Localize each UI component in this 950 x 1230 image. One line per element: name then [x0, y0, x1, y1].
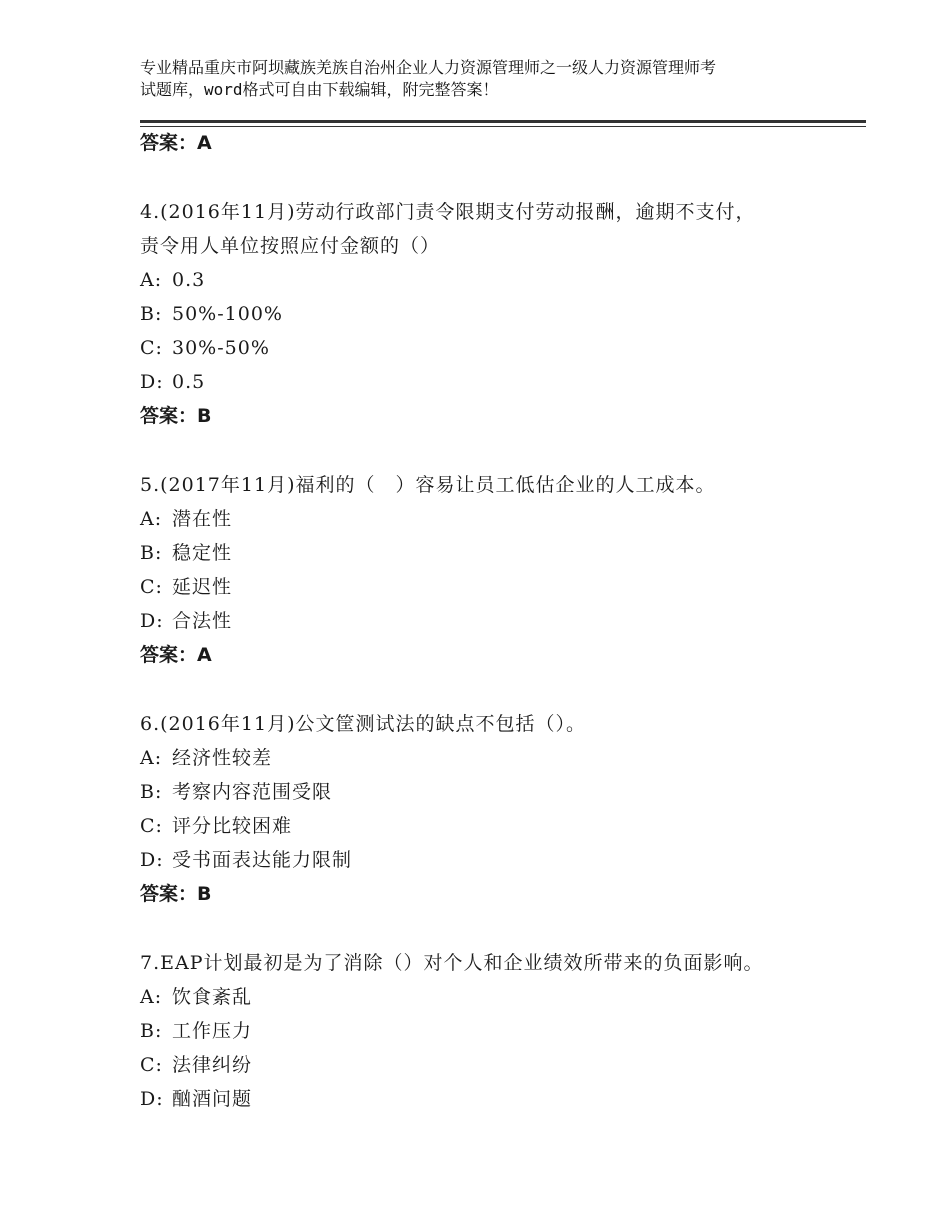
question-6-option-c: [140, 814, 292, 838]
option-text: 饮食紊乱: [172, 986, 253, 1008]
option-text: 经济性较差: [172, 747, 273, 769]
question-6-option-b: [140, 780, 332, 804]
question-6-option-d: [140, 848, 352, 872]
option-text: 稳定性: [172, 542, 233, 564]
option-key: D:: [140, 849, 164, 871]
option-key: B:: [140, 781, 163, 803]
header-rule-thin: [140, 126, 866, 127]
question-6-option-a: [140, 746, 272, 770]
option-key: B:: [140, 303, 163, 325]
question-6-stem: 6.(2016年11月)公文筐测试法的缺点不包括（）。: [140, 713, 586, 735]
option-text: 50%-100%: [172, 303, 283, 325]
answer-prev: 答案：A: [140, 132, 212, 154]
question-5-option-b: [140, 541, 232, 565]
option-text: 合法性: [172, 610, 233, 632]
option-text: 法律纠纷: [172, 1054, 253, 1076]
question-4-stem-line-2: 责令用人单位按照应付金额的（）: [140, 235, 441, 257]
question-5-option-d: [140, 609, 232, 633]
option-key: A:: [140, 508, 163, 530]
option-text: 潜在性: [172, 508, 233, 530]
question-7-option-d: [140, 1087, 252, 1111]
header-title-line-2: 试题库，word格式可自由下载编辑，附完整答案！: [140, 80, 499, 99]
answer-5: 答案：A: [140, 644, 212, 666]
option-text: 30%-50%: [172, 337, 270, 359]
option-key: C:: [140, 815, 163, 837]
option-text: 受书面表达能力限制: [172, 849, 353, 871]
question-7-option-b: [140, 1019, 252, 1043]
option-key: A:: [140, 269, 163, 291]
answer-4: 答案：B: [140, 405, 212, 427]
option-text: 评分比较困难: [172, 815, 293, 837]
question-5-option-c: [140, 575, 232, 599]
header-rule-thick: [140, 120, 866, 123]
question-4-option-c: [140, 336, 270, 360]
question-7-option-a: [140, 985, 252, 1009]
question-4-option-d: [140, 370, 205, 394]
option-key: C:: [140, 337, 163, 359]
option-key: C:: [140, 1054, 163, 1076]
document-header: [140, 57, 830, 101]
question-4-option-b: [140, 302, 283, 326]
option-key: B:: [140, 542, 163, 564]
option-key: A:: [140, 747, 163, 769]
option-key: A:: [140, 986, 163, 1008]
answer-6: 答案：B: [140, 883, 212, 905]
question-7-option-c: [140, 1053, 252, 1077]
option-text: 延迟性: [172, 576, 233, 598]
header-title-line-1: 专业精品重庆市阿坝藏族羌族自治州企业人力资源管理师之一级人力资源管理师考: [140, 58, 717, 77]
question-5-stem: 5.(2017年11月)福利的（ ）容易让员工低估企业的人工成本。: [140, 474, 716, 496]
option-key: D:: [140, 371, 164, 393]
option-key: D:: [140, 610, 164, 632]
question-4-stem-line-1: 4.(2016年11月)劳动行政部门责令限期支付劳动报酬，逾期不支付，: [140, 201, 756, 223]
option-text: 考察内容范围受限: [172, 781, 333, 803]
question-7-stem: 7.EAP计划最初是为了消除（）对个人和企业绩效所带来的负面影响。: [140, 952, 764, 974]
option-text: 0.5: [172, 371, 206, 393]
question-5-option-a: [140, 507, 232, 531]
option-key: B:: [140, 1020, 163, 1042]
option-text: 工作压力: [172, 1020, 253, 1042]
option-text: 酗酒问题: [172, 1088, 253, 1110]
question-4-option-a: [140, 268, 205, 292]
option-key: C:: [140, 576, 163, 598]
option-key: D:: [140, 1088, 164, 1110]
option-text: 0.3: [172, 269, 206, 291]
